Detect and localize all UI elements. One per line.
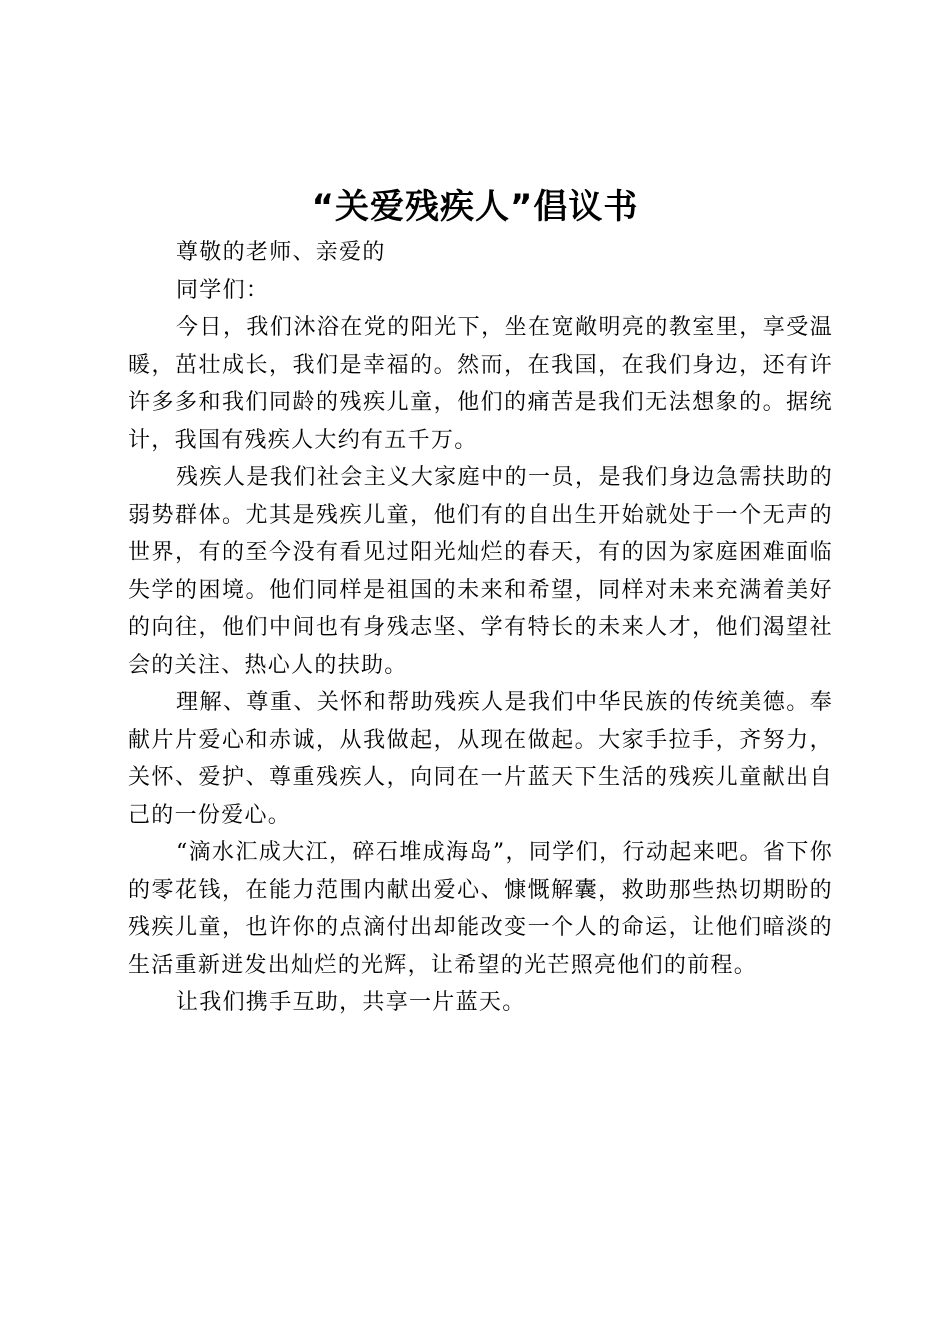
document-body: [128, 234, 833, 1022]
salutation-line-2: 同学们：: [176, 277, 270, 303]
paragraph-4: “滴水汇成大江，碎石堆成海岛”，同学们，行动起来吧。省下你的零花钱，在能力范围内献出爱心、慷慨解囊，救助那些热切期盼的残疾儿童，也许你的点滴付出却能改变一个人的命运，让他们暗淡的生活重新迸发出灿烂的光辉，让希望的光芒照亮他们的前程。: [128, 840, 833, 978]
paragraph-5: 让我们携手互助，共享一片蓝天。: [176, 990, 526, 1015]
paragraph-2: 残疾人是我们社会主义大家庭中的一员，是我们身边急需扶助的弱势群体。尤其是残疾儿童，他们有的自出生开始就处于一个无声的世界，有的至今没有看见过阳光灿烂的春天，有的因为家庭困难面临失学的困境。他们同样是祖国的未来和希望，同样对未来充满着美好的向往，他们中间也有身残志坚、学有特长的未来人才，他们渴望社会的关注、热心人的扶助。: [128, 465, 833, 678]
paragraph-1: 今日，我们沐浴在党的阳光下，坐在宽敞明亮的教室里，享受温暖，茁壮成长，我们是幸福的。然而，在我国，在我们身边，还有许许多多和我们同龄的残疾儿童，他们的痛苦是我们无法想象的。据统计，我国有残疾人大约有五千万。: [128, 315, 833, 453]
salutation-line-1: 尊敬的老师、亲爱的: [176, 240, 386, 265]
paragraph-3: 理解、尊重、关怀和帮助残疾人是我们中华民族的传统美德。奉献片片爱心和赤诚，从我做起，从现在做起。大家手拉手，齐努力，关怀、爱护、尊重残疾人，向同在一片蓝天下生活的残疾儿童献出自己的一份爱心。: [128, 690, 833, 828]
document-title: “关爱残疾人”倡议书: [311, 187, 639, 227]
